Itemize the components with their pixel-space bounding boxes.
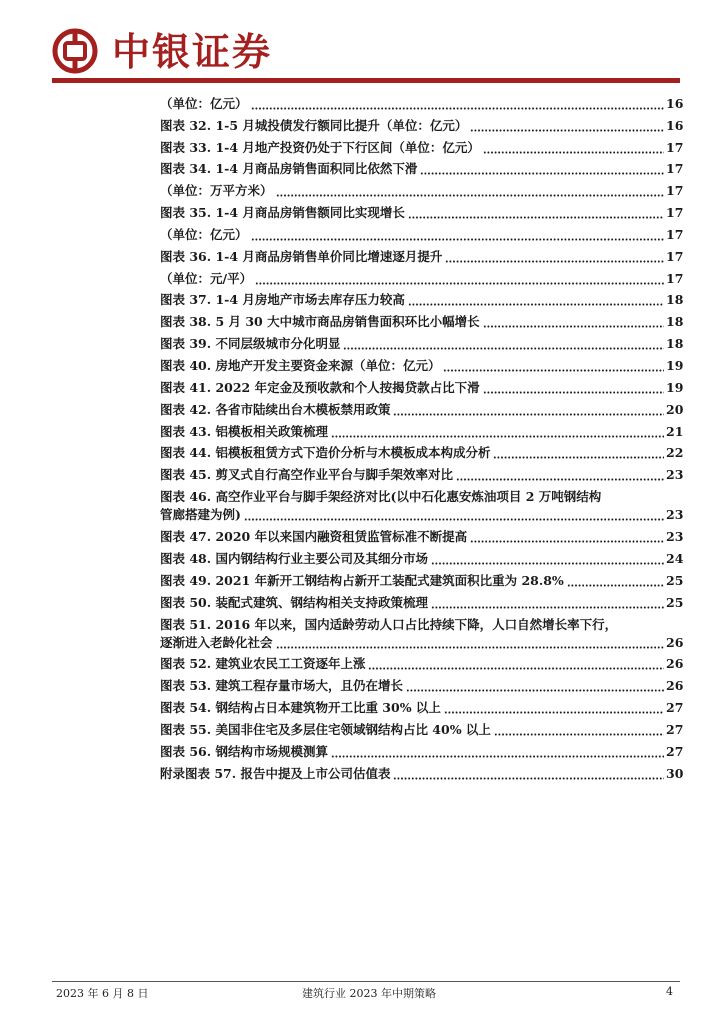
toc-dot-leader xyxy=(276,186,664,197)
toc-dot-leader xyxy=(244,510,664,521)
toc-entry[interactable] xyxy=(160,92,682,114)
header-divider xyxy=(52,78,680,83)
toc-entry-page: 26 xyxy=(666,656,684,672)
toc-dot-leader xyxy=(343,339,664,350)
toc-entry[interactable] xyxy=(160,740,682,762)
toc-entry-label: 图表 40. 房地产开发主要资金来源（单位：亿元） xyxy=(160,357,441,373)
toc-entry[interactable] xyxy=(160,613,682,635)
toc-entry-page: 22 xyxy=(666,445,684,461)
table-of-contents xyxy=(160,92,682,784)
toc-dot-leader xyxy=(255,274,664,285)
toc-entry-label: 图表 56. 钢结构市场规模测算 xyxy=(160,743,328,759)
toc-dot-leader xyxy=(567,576,664,587)
toc-entry-page: 23 xyxy=(666,529,684,545)
toc-dot-leader xyxy=(393,769,664,780)
toc-entry[interactable] xyxy=(160,201,682,223)
toc-dot-leader xyxy=(420,164,664,175)
toc-dot-leader xyxy=(493,448,664,459)
toc-entry-page: 17 xyxy=(666,205,684,221)
toc-entry-page: 16 xyxy=(666,117,684,133)
toc-entry-page: 17 xyxy=(666,248,684,264)
toc-entry[interactable] xyxy=(160,267,682,289)
toc-entry-label: 图表 48. 国内钢结构行业主要公司及其细分市场 xyxy=(160,550,428,566)
toc-entry-label: 图表 42. 各省市陆续出台木模板禁用政策 xyxy=(160,401,391,417)
toc-entry-page: 21 xyxy=(666,423,684,439)
toc-entry[interactable] xyxy=(160,158,682,180)
toc-dot-leader xyxy=(251,230,664,241)
toc-entry[interactable] xyxy=(160,635,682,653)
toc-entry-label: 图表 32. 1-5 月城投债发行额同比提升（单位：亿元） xyxy=(160,117,468,133)
toc-dot-leader xyxy=(431,554,664,565)
toc-dot-leader xyxy=(483,317,664,328)
toc-entry[interactable] xyxy=(160,463,682,485)
toc-entry-page: 20 xyxy=(666,401,684,417)
toc-entry-label: 图表 51. 2016 年以来，国内适龄劳动人口占比持续下降，人口自然增长率下行， xyxy=(160,616,618,632)
toc-entry-label: 图表 55. 美国非住宅及多层住宅领域钢结构占比 40% 以上 xyxy=(160,721,491,737)
toc-entry[interactable] xyxy=(160,136,682,158)
toc-entry-page: 18 xyxy=(666,314,684,330)
toc-entry-label: 图表 50. 装配式建筑、钢结构相关支持政策梳理 xyxy=(160,594,428,610)
toc-entry-label: 图表 44. 铝模板租赁方式下造价分析与木模板成本构成分析 xyxy=(160,445,491,461)
toc-entry-label: 图表 45. 剪叉式自行高空作业平台与脚手架效率对比 xyxy=(160,467,453,483)
toc-entry-label: 图表 43. 铝模板相关政策梳理 xyxy=(160,423,328,439)
toc-entry-label: 图表 53. 建筑工程存量市场大，且仍在增长 xyxy=(160,678,403,694)
bank-of-china-logo-icon xyxy=(52,28,98,74)
toc-entry[interactable] xyxy=(160,525,682,547)
toc-entry[interactable] xyxy=(160,332,682,354)
toc-entry-page: 25 xyxy=(666,572,684,588)
toc-entry-label: 图表 52. 建筑业农民工工资逐年上涨 xyxy=(160,656,366,672)
toc-dot-leader xyxy=(408,295,664,306)
toc-entry-page: 27 xyxy=(666,700,684,716)
toc-dot-leader xyxy=(331,747,664,758)
toc-entry-label: 图表 49. 2021 年新开工钢结构占新开工装配式建筑面积比重为 28.8% xyxy=(160,572,564,588)
toc-entry[interactable] xyxy=(160,696,682,718)
toc-entry[interactable] xyxy=(160,223,682,245)
toc-entry-label: （单位：亿元） xyxy=(160,226,248,242)
toc-entry-label: 图表 38. 5 月 30 大中城市商品房销售面积环比小幅增长 xyxy=(160,314,480,330)
toc-entry[interactable] xyxy=(160,245,682,267)
toc-entry[interactable] xyxy=(160,376,682,398)
toc-entry-label: 图表 47. 2020 年以来国内融资租赁监管标准不断提高 xyxy=(160,529,468,545)
toc-entry-label: 图表 46. 高空作业平台与脚手架经济对比(以中石化惠安炼油项目 2 万吨钢结构 xyxy=(160,489,602,505)
toc-entry[interactable] xyxy=(160,718,682,740)
toc-entry-page: 27 xyxy=(666,721,684,737)
toc-entry-page: 19 xyxy=(666,379,684,395)
toc-dot-leader xyxy=(483,383,664,394)
toc-entry-page: 25 xyxy=(666,594,684,610)
toc-entry-page: 30 xyxy=(666,765,684,781)
toc-dot-leader xyxy=(406,681,664,692)
toc-dot-leader xyxy=(445,252,664,263)
toc-dot-leader xyxy=(251,99,664,110)
toc-dot-leader xyxy=(483,143,664,154)
toc-dot-leader xyxy=(431,598,664,609)
toc-entry-page: 17 xyxy=(666,183,684,199)
toc-entry[interactable] xyxy=(160,310,682,332)
toc-entry-page: 26 xyxy=(666,678,684,694)
toc-entry[interactable] xyxy=(160,442,682,464)
footer-divider xyxy=(52,981,680,982)
toc-dot-leader xyxy=(444,703,664,714)
toc-entry[interactable] xyxy=(160,179,682,201)
toc-entry-label: 图表 54. 钢结构占日本建筑物开工比重 30% 以上 xyxy=(160,700,441,716)
toc-entry[interactable] xyxy=(160,674,682,696)
toc-entry-label: 图表 36. 1-4 月商品房销售单价同比增速逐月提升 xyxy=(160,248,443,264)
toc-entry-page: 27 xyxy=(666,743,684,759)
toc-entry-label: 图表 34. 1-4 月商品房销售面积同比依然下滑 xyxy=(160,161,418,177)
toc-entry[interactable] xyxy=(160,354,682,376)
toc-entry-label: 图表 39. 不同层级城市分化明显 xyxy=(160,336,341,352)
toc-entry-page: 17 xyxy=(666,139,684,155)
toc-dot-leader xyxy=(368,659,664,670)
toc-entry-label: 逐渐进入老龄化社会 xyxy=(160,634,273,650)
toc-entry-label: （单位：亿元） xyxy=(160,95,248,111)
footer-date: 2023 年 6 月 8 日 xyxy=(56,987,149,1000)
footer-title: 建筑行业 2023 年中期策略 xyxy=(302,987,436,1000)
toc-entry-label: 图表 35. 1-4 月商品房销售额同比实现增长 xyxy=(160,205,405,221)
toc-dot-leader xyxy=(443,361,664,372)
toc-entry-page: 23 xyxy=(666,467,684,483)
toc-entry-page: 17 xyxy=(666,270,684,286)
toc-entry-label: 图表 33. 1-4 月地产投资仍处于下行区间（单位：亿元） xyxy=(160,139,480,155)
page-number: 4 xyxy=(666,985,673,998)
toc-entry-page: 23 xyxy=(666,507,684,523)
toc-dot-leader xyxy=(456,470,664,481)
toc-entry-label: 图表 41. 2022 年定金及预收款和个人按揭贷款占比下滑 xyxy=(160,379,480,395)
toc-entry-page: 17 xyxy=(666,161,684,177)
toc-entry-page: 19 xyxy=(666,357,684,373)
toc-entry-label: 图表 37. 1-4 月房地产市场去库存压力较高 xyxy=(160,292,405,308)
brand-name: 中银证券 xyxy=(112,30,273,74)
toc-entry-page: 16 xyxy=(666,95,684,111)
toc-dot-leader xyxy=(393,405,664,416)
toc-entry[interactable] xyxy=(160,398,682,420)
toc-entry-label: 附录图表 57. 报告中提及上市公司估值表 xyxy=(160,765,391,781)
toc-entry-label: （单位：万平方米） xyxy=(160,183,273,199)
toc-dot-leader xyxy=(470,532,664,543)
toc-dot-leader xyxy=(331,427,664,438)
toc-dot-leader xyxy=(276,638,664,649)
toc-entry[interactable] xyxy=(160,591,682,613)
toc-entry[interactable] xyxy=(160,569,682,591)
toc-entry[interactable] xyxy=(160,420,682,442)
toc-entry[interactable] xyxy=(160,547,682,569)
toc-dot-leader xyxy=(408,208,664,219)
toc-entry[interactable] xyxy=(160,114,682,136)
toc-entry[interactable] xyxy=(160,653,682,675)
page-header xyxy=(52,26,680,82)
toc-entry-label: （单位：元/平） xyxy=(160,270,253,286)
toc-dot-leader xyxy=(494,725,664,736)
toc-entry-page: 26 xyxy=(666,634,684,650)
toc-entry[interactable] xyxy=(160,507,682,525)
toc-entry-page: 17 xyxy=(666,226,684,242)
toc-entry[interactable] xyxy=(160,762,682,784)
toc-entry-page: 18 xyxy=(666,336,684,352)
toc-entry[interactable] xyxy=(160,289,682,311)
toc-dot-leader xyxy=(470,121,664,132)
toc-entry-label: 管廊搭建为例) xyxy=(160,507,241,523)
toc-entry-page: 18 xyxy=(666,292,684,308)
toc-entry[interactable] xyxy=(160,485,682,507)
toc-entry-page: 24 xyxy=(666,550,684,566)
